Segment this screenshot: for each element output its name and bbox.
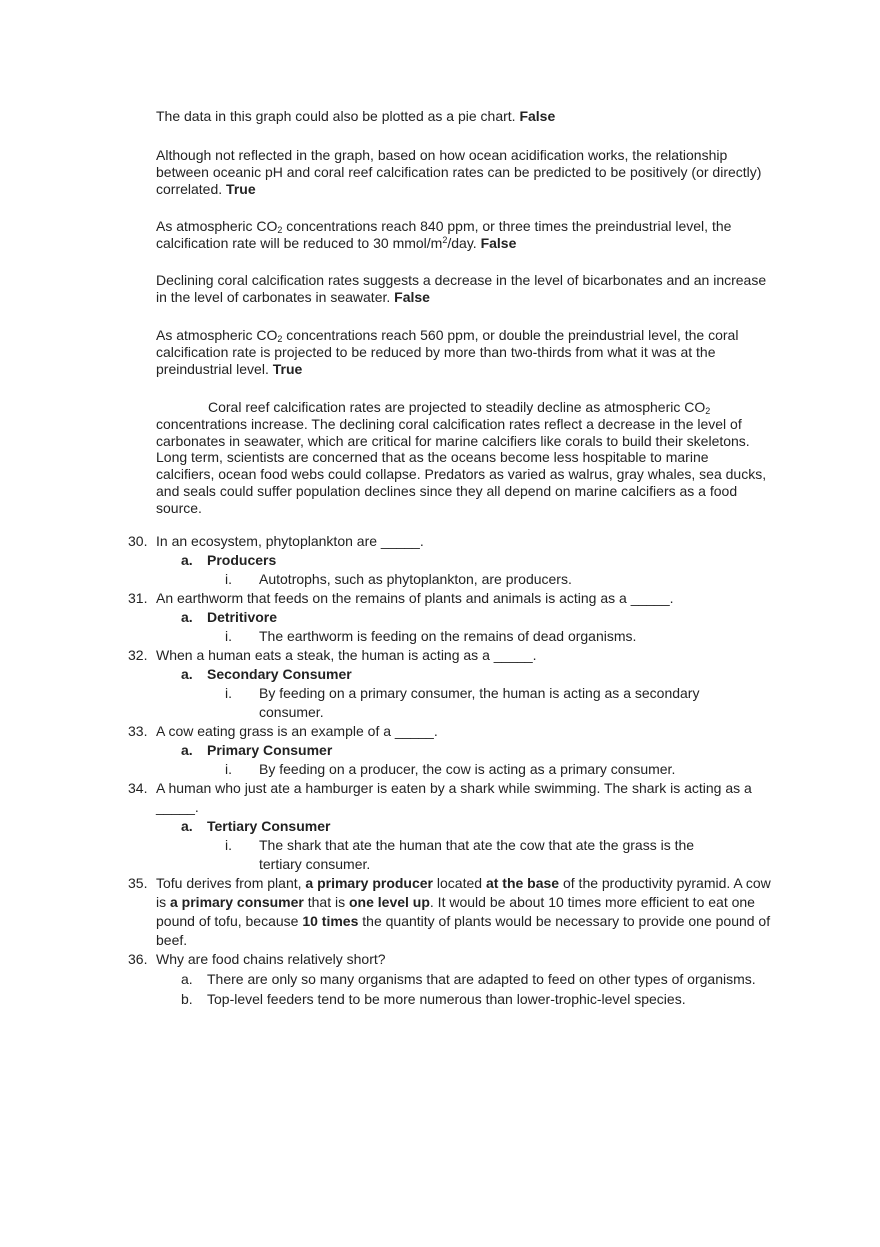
question-30 <box>0 532 880 589</box>
statement-answer: False <box>480 235 517 251</box>
question-36 <box>0 950 880 1009</box>
question-text: A cow eating grass is an example of a _____. <box>156 723 438 739</box>
explanation-text: Autotrophs, such as phytoplankton, are producers. <box>259 571 572 587</box>
question-31 <box>0 589 880 646</box>
statement-answer: True <box>226 181 256 197</box>
statement-answer: True <box>272 361 303 377</box>
statement-answer: False <box>519 108 556 124</box>
explanation-label: i. <box>225 571 232 587</box>
answer-text: Secondary Consumer <box>207 666 352 682</box>
statement-answer: False <box>394 289 430 305</box>
explanation-text: By feeding on a primary consumer, the human is acting as a secondary consumer. <box>259 685 700 720</box>
explanation-text: The shark that ate the human that ate the cow that ate the grass is the tertiary consumer. <box>259 837 695 872</box>
question-text: In an ecosystem, phytoplankton are _____. <box>156 533 424 549</box>
option-label: b. <box>181 991 193 1007</box>
question-number: 34. <box>128 780 148 796</box>
question-text: An earthworm that feeds on the remains of plants and animals is acting as a _____. <box>156 590 674 606</box>
explanation-text: The earthworm is feeding on the remains of dead organisms. <box>259 628 637 644</box>
explanation-label: i. <box>225 837 232 853</box>
question-number: 30. <box>128 533 148 549</box>
question-text: A human who just ate a hamburger is eaten by a shark while swimming. The shark is acting as a _____. <box>156 780 752 815</box>
option-label: a. <box>181 971 193 987</box>
question-35 <box>0 874 880 950</box>
answer-text: Producers <box>207 552 277 568</box>
question-list <box>0 532 880 1009</box>
summary-paragraph: Coral reef calcification rates are projected to steadily decline as atmospheric $CO_2$ concentrations increase. The declining coral calcification rates reflect a decrease in the level of carbonates in seawater, which are critical for marine calcifiers like corals to build their skeletons. Long term, scientists are concerned that as the oceans become less hospitable to marine calcifiers, ocean food webs could collapse. Predators as varied as walrus, gray whales, sea ducks, and seals could suffer population declines since they all depend on marine calcifiers as a food source. <box>156 399 767 516</box>
explanation-label: i. <box>225 761 232 777</box>
statement-2: Although not reflected in the graph, based on how ocean acidification works, the relationship between oceanic pH and coral reef calcification rates can be predicted to be positively (or directly) correlated. True <box>156 147 762 197</box>
question-text: Why are food chains relatively short? <box>156 951 386 967</box>
explanation-label: i. <box>225 685 232 701</box>
question-32 <box>0 646 880 722</box>
question-number: 33. <box>128 723 148 739</box>
statement-1: The data in this graph could also be plotted as a pie chart. False <box>156 108 556 124</box>
answer-label: a. <box>181 666 193 682</box>
question-33 <box>0 722 880 779</box>
question-34 <box>0 779 880 874</box>
answer-label: a. <box>181 552 193 568</box>
question-number: 36. <box>128 951 148 967</box>
question-text: When a human eats a steak, the human is acting as a _____. <box>156 647 537 663</box>
statement-5: As atmospheric $CO_2$ concentrations reach 560 ppm, or double the preindustrial level, the coral calcification rate is projected to be reduced by more than two-thirds from what it was at the preindustrial level. True <box>156 327 739 377</box>
answer-text: Tertiary Consumer <box>207 818 331 834</box>
answer-text: Detritivore <box>207 609 278 625</box>
option-text: There are only so many organisms that are adapted to feed on other types of organisms. <box>207 971 756 987</box>
statement-4: Declining coral calcification rates suggests a decrease in the level of bicarbonates and an increase in the level of carbonates in seawater. False <box>156 272 767 305</box>
answer-text: Primary Consumer <box>207 742 333 758</box>
explanation-text: By feeding on a producer, the cow is acting as a primary consumer. <box>259 761 676 777</box>
question-number: 32. <box>128 647 148 663</box>
answer-label: a. <box>181 818 193 834</box>
question-number: 31. <box>128 590 148 606</box>
statement-3: As atmospheric $CO_2$ concentrations reach 840 ppm, or three times the preindustrial level, the calcification rate will be reduced to 30 mmol/$m^2$/day. False <box>156 218 732 251</box>
explanation-label: i. <box>225 628 232 644</box>
option-text: Top-level feeders tend to be more numerous than lower-trophic-level species. <box>207 991 686 1007</box>
answer-label: a. <box>181 742 193 758</box>
answer-label: a. <box>181 609 193 625</box>
question-number: 35. <box>128 875 148 891</box>
question-text: Tofu derives from plant, a primary producer located at the base of the productivity pyramid. A cow is a primary consumer that is one level up. It would be about 10 times more efficient to eat one pound of tofu, because 10 times the quantity of plants would be necessary to provide one pound of beef. <box>156 875 771 948</box>
